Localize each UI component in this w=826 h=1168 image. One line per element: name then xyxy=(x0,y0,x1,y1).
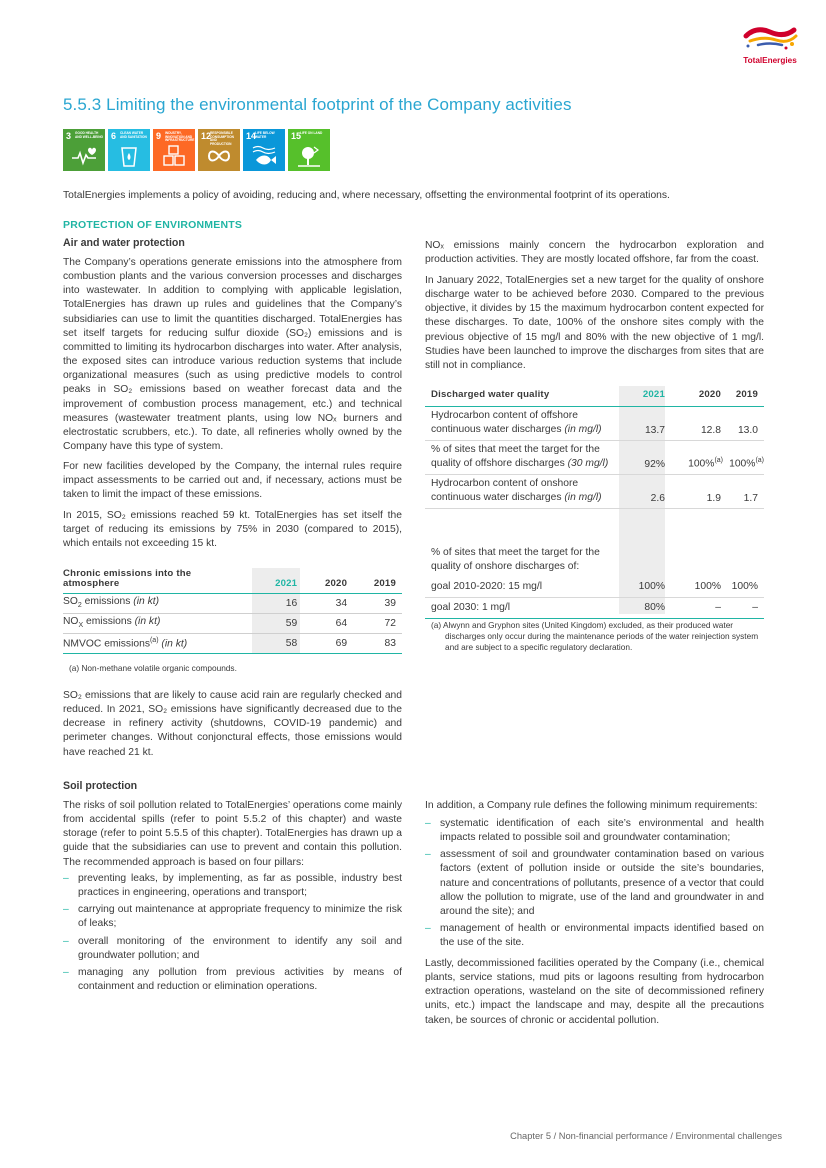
list-item: – systematic identification of each site’s environmental and health impacts related to possible soil and groundwater contamination; xyxy=(425,817,764,845)
row-label-2: continuous water discharges xyxy=(431,492,565,503)
air-water-paragraph-2: For new facilities developed by the Company, the internal rules require impact assessments to be carried out and, if necessary, actions must be taken to limit the impact of these emissions. xyxy=(63,461,402,501)
footnote-marker: (a) xyxy=(755,457,764,465)
sdg-label: RESPONSIBLE CONSUMPTION AND PRODUCTION xyxy=(210,131,234,146)
table-row xyxy=(425,406,764,440)
row-unit: (in mg/l) xyxy=(564,492,602,503)
row-unit: (in kt) xyxy=(133,596,160,608)
cell-2020: 64 xyxy=(335,617,348,629)
year-header-2019: 2019 xyxy=(373,577,396,589)
row-label-2: quality of onshore discharges of: xyxy=(431,561,580,572)
list-item: – overall monitoring of the environment to identify any soil and groundwater pollution; and xyxy=(63,935,402,963)
logo-text: TotalEnergies xyxy=(743,56,797,65)
cell-2020: 12.8 xyxy=(700,424,721,436)
fish-icon xyxy=(251,144,277,168)
sdg-label: GOOD HEALTH AND WELL-BEING xyxy=(75,131,103,139)
sdg-tile xyxy=(288,129,330,171)
table-row xyxy=(63,613,402,633)
sdg-label: LIFE ON LAND xyxy=(300,131,323,135)
right-paragraph-1: NOₓ emissions mainly concern the hydrocarbon exploration and production activities. They are mostly located offshore, far from the coast. xyxy=(425,240,764,266)
sdg-label: CLEAN WATER AND SANITATION xyxy=(120,131,147,139)
cell-2020: 1.9 xyxy=(706,492,721,504)
sdg-tile xyxy=(153,129,195,171)
totalenergies-logo xyxy=(738,24,802,68)
right-paragraph-2: In January 2022, TotalEnergies set a new target for the quality of onshore discharge water to be achieved before 2030. Compared to the previous objective, it divides by 15 the maximum hydrocarbon content expected for these discharges. To date, 100% of the onshore sites comply with the previous objective of 15 mg/l and 80% with the new objective of 1 mg/l. Studies have been launched to improve the discharges from sites that are still not in compliance. xyxy=(425,275,764,371)
cell-2021: 92% xyxy=(644,458,665,470)
goal-label: goal 2010-2020: 15 mg/l xyxy=(431,580,543,592)
sdg-number: 9 xyxy=(156,131,162,141)
cell-2020: 100% xyxy=(688,458,715,470)
cell-2021: 59 xyxy=(252,613,300,633)
year-header-2021: 2021 xyxy=(642,389,665,401)
soil-paragraph-1: The risks of soil pollution related to TotalEnergies’ operations come mainly from accidental spills (refer to point 5.5.2 of this chapter) and waste storage (refer to point 5.5.5 of this chapter). TotalEnergies has drawn up a guide that the subsidiaries can use to prevent and contain this pollution. The recommended approach is based on four pillars: xyxy=(63,800,402,868)
air-water-paragraph-3: In 2015, SO₂ emissions reached 59 kt. TotalEnergies has set itself the target of reducing its emissions by 75% in 2030 (compared to 2015), which entails not exceeding 15 kt. xyxy=(63,510,402,550)
heartbeat-icon xyxy=(71,144,97,168)
cell-2019: 100% xyxy=(729,458,756,470)
cell-2021: 2.6 xyxy=(650,492,665,504)
sdg-number: 12 xyxy=(201,131,212,141)
row-label: $NO_X$ emissions xyxy=(63,616,135,630)
footnote-marker: (a) xyxy=(714,457,723,465)
sdg-tile xyxy=(63,129,105,171)
table-row xyxy=(425,508,764,576)
cell-2019: 1.7 xyxy=(743,492,758,504)
subheading-air-water: Air and water protection xyxy=(63,237,185,249)
tree-icon xyxy=(296,144,322,168)
row-label: $SO_2$ emissions xyxy=(63,596,134,610)
table-row xyxy=(425,576,764,597)
cell-2020: – xyxy=(715,602,721,613)
sdg-number: 14 xyxy=(246,131,257,141)
cell-2020: 69 xyxy=(335,637,348,649)
cell-2021: 13.7 xyxy=(644,424,665,436)
cell-2019: 83 xyxy=(384,637,396,649)
row-label-1: % of sites that meet the target for the xyxy=(431,444,600,455)
row-unit: (30 mg/l) xyxy=(567,458,609,469)
cell-2019: 13.0 xyxy=(737,424,758,436)
sdg-number: 6 xyxy=(111,131,117,141)
year-header-2020: 2020 xyxy=(324,577,348,589)
sdg-number: 3 xyxy=(66,131,72,141)
table-row xyxy=(425,597,764,618)
subheading-soil: Soil protection xyxy=(63,780,138,792)
footnote-marker: (a) xyxy=(149,636,159,644)
row-label-2: quality of offshore discharges xyxy=(431,458,568,469)
cubes-icon xyxy=(161,144,187,168)
water-table-title: Discharged water quality xyxy=(431,389,550,401)
soil-paragraph-last: Lastly, decommissioned facilities operated by the Company (i.e., chemical plants, service stations, mud pits or lagoons resulting from hydrocarbon extraction operations, wasteland on the site of decommissioned refinery units, etc.) impact the landscape and may, despite all the precautions taken, be sources of chronic or accidental pollution. xyxy=(425,958,764,1026)
table-row xyxy=(425,474,764,508)
list-item: – preventing leaks, by implementing, as far as possible, industry best practices in engineering, operations and transport; xyxy=(63,872,402,900)
cell-2021: 16 xyxy=(252,593,300,613)
cell-2021: 80% xyxy=(644,602,665,613)
row-label-1: % of sites that meet the target for the xyxy=(431,547,600,558)
sdg-tile xyxy=(108,129,150,171)
infinity-icon xyxy=(206,144,232,168)
list-item: – assessment of soil and groundwater contamination based on various factors (extent of pollution inside or outside the site’s boundaries, nature and concentrations of pollutants, presence of a vector that could allow the pollution to migrate, use of the land and groundwater in and around the site); and xyxy=(425,848,764,919)
sdg-tile xyxy=(243,129,285,171)
year-header-2021: 2021 xyxy=(252,568,300,593)
table-row xyxy=(63,593,402,613)
row-unit: (in mg/l) xyxy=(564,424,602,435)
air-water-paragraph-4: SO₂ emissions that are likely to cause acid rain are regularly checked and reduced. In 2021, SO₂ emissions have significantly decreased due to the decrease in refinery activity (shutdowns, COVID-19 pandemic) and perimeter changes. Without conjonctural effects, those emissions would have reached 21 kt. xyxy=(63,690,402,758)
cell-2020: 100% xyxy=(694,580,721,592)
sdg-label: LIFE BELOW WATER xyxy=(255,131,275,139)
row-unit: (in kt) xyxy=(134,616,161,628)
cell-2021: 58 xyxy=(252,633,300,653)
requirements-list xyxy=(425,817,764,953)
row-label-2: continuous water discharges xyxy=(431,424,565,435)
cell-2021: 100% xyxy=(638,580,665,592)
goal-label: goal 2030: 1 mg/l xyxy=(431,602,510,613)
row-unit: (in kt) xyxy=(158,638,188,650)
section-heading: PROTECTION OF ENVIRONMENTS xyxy=(63,219,243,231)
row-label: NMVOC emissions xyxy=(63,638,150,650)
year-header-2020: 2020 xyxy=(698,389,721,401)
row-label-1: Hydrocarbon content of onshore xyxy=(431,478,579,489)
logo-mark-icon xyxy=(742,24,798,50)
cell-2020: 34 xyxy=(335,597,348,609)
cell-2019: 100% xyxy=(731,580,758,592)
emissions-table xyxy=(63,568,402,654)
table-row xyxy=(63,633,402,653)
page-footer: Chapter 5 / Non-financial performance / Environmental challenges xyxy=(510,1131,782,1141)
list-item: – carrying out maintenance at appropriate frequency to minimize the risk of leaks; xyxy=(63,903,402,931)
row-label-1: Hydrocarbon content of offshore xyxy=(431,410,578,421)
emissions-table-title-2: atmosphere xyxy=(63,577,120,589)
water-quality-table xyxy=(425,384,764,619)
soil-pillars-list xyxy=(63,872,402,997)
air-water-paragraph-1: The Company’s operations generate emissions into the atmosphere from combustion plants and the various conversion processes and discharges into wastewater. In addition to complying with applicable legislation, TotalEnergies has drawn up rules and guidelines that the Company’s subsidiaries can use to limit the quantities discharged. TotalEnergies has set itself targets for reducing sulfur dioxide (SO₂) emissions and is committed to limiting its hydrocarbon discharges into water. After analysis, the exposed sites can introduce various reduction systems that include organizational measures (such as using predictive models to control peaks in SO₂ emissions based on weather forecast data and the improvement of combustion process management, etc.) and technical measures (wastewater treatment plants, using low NOₓ burners and electrostatic scrubbers, etc.). To date, all refineries wholly owned by the Company have this type of system. xyxy=(63,257,402,453)
emissions-table-note: (a) Non-methane volatile organic compounds. xyxy=(69,663,237,673)
requirements-intro: In addition, a Company rule defines the following minimum requirements: xyxy=(425,800,758,811)
water-glass-icon xyxy=(116,144,142,168)
table-row xyxy=(425,440,764,474)
sdg-icons xyxy=(63,129,330,171)
page-title: 5.5.3 Limiting the environmental footprint of the Company activities xyxy=(63,95,572,114)
cell-2019: 39 xyxy=(384,597,396,609)
sdg-number: 15 xyxy=(291,131,302,141)
water-table-note: (a) Alwynn and Gryphon sites (United Kingdom) excluded, as their produced water discharges only occur during the maintenance periods of the water reinjection system and are subject to a specific regulatory declaration. xyxy=(431,620,759,652)
list-item: – management of health or environmental impacts identified based on the use of the site. xyxy=(425,922,764,950)
intro-paragraph: TotalEnergies implements a policy of avoiding, reducing and, where necessary, offsetting the environmental footprint of its operations. xyxy=(63,190,670,201)
cell-2019: – xyxy=(752,602,758,613)
emissions-table-title-1: Chronic emissions into the xyxy=(63,567,192,579)
year-header-2019: 2019 xyxy=(735,389,758,401)
list-item: – managing any pollution from previous activities by means of containment and reduction or elimination operations. xyxy=(63,966,402,994)
sdg-label: INDUSTRY, INNOVATION AND INFRASTRUCTURE xyxy=(165,131,195,143)
cell-2019: 72 xyxy=(384,617,396,629)
sdg-tile xyxy=(198,129,240,171)
